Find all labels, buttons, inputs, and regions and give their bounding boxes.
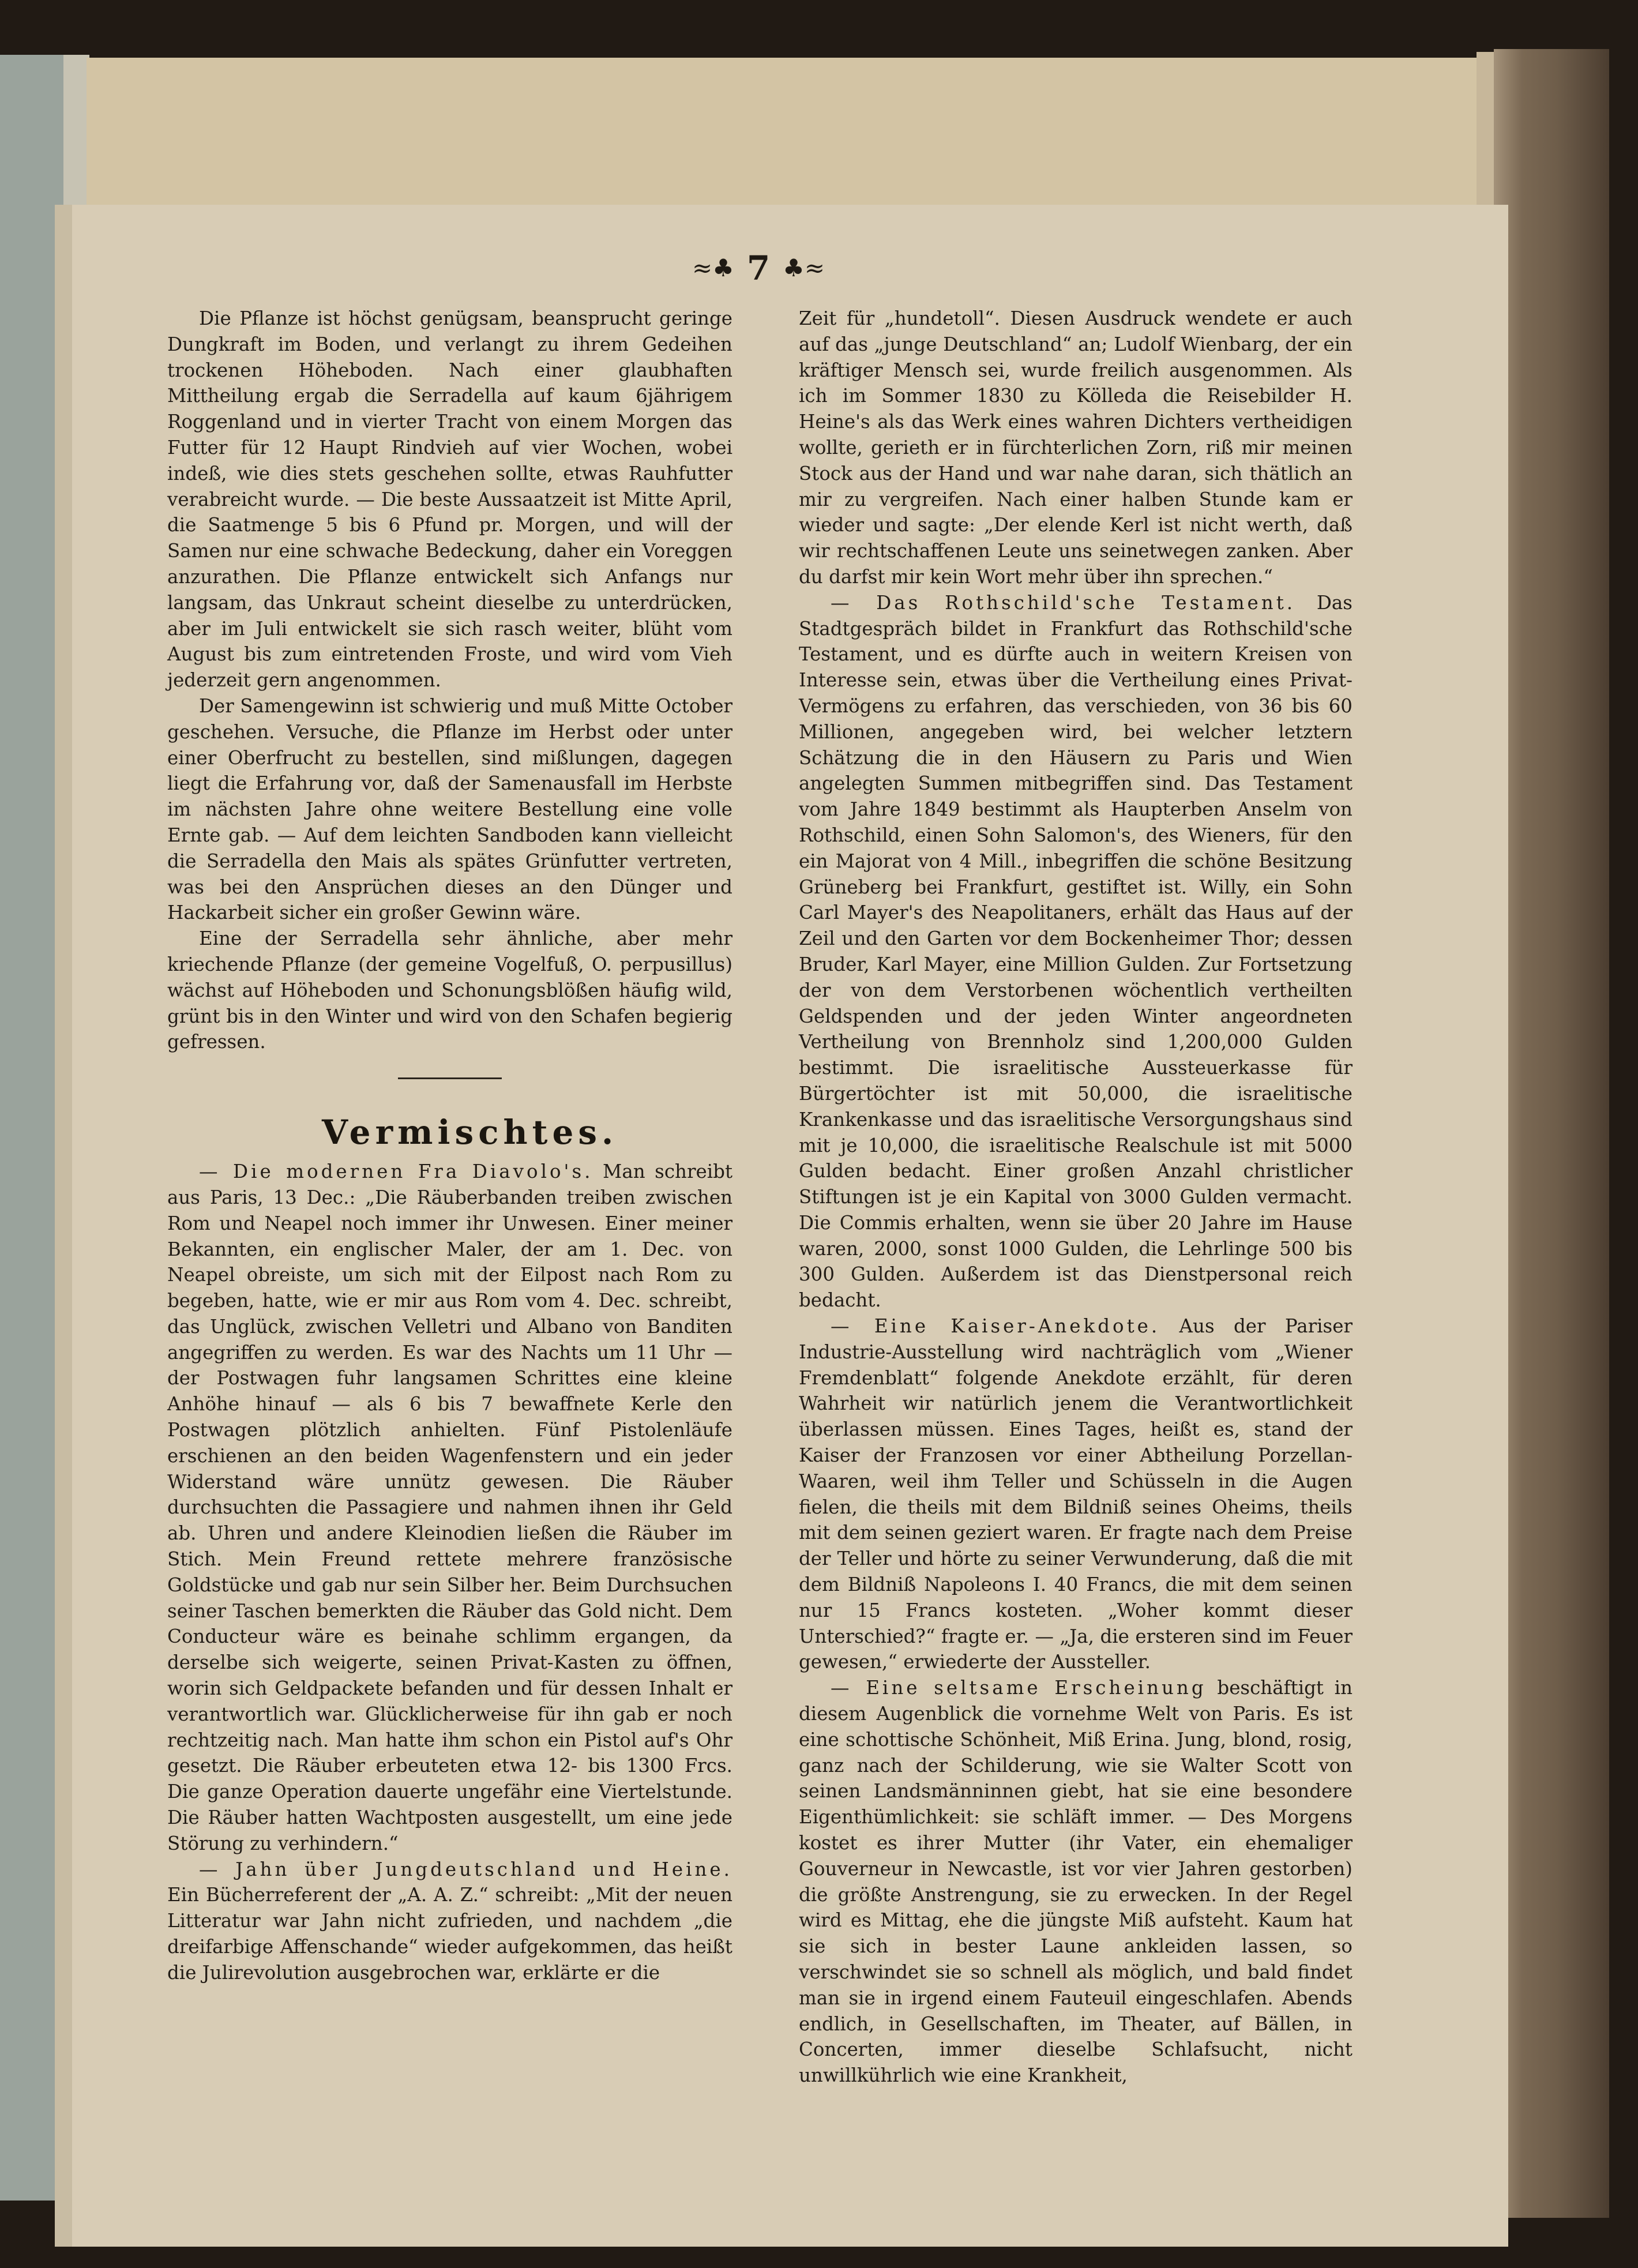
news-item-title: — Jahn über Jungdeutschland und Heine. bbox=[199, 1858, 732, 1880]
news-item-title: — Eine Kaiser-Anekdote. bbox=[831, 1315, 1160, 1338]
news-item-title: — Die modernen Fra Diavolo's. bbox=[199, 1161, 593, 1183]
news-item bbox=[799, 1313, 1353, 1675]
page-header bbox=[672, 248, 845, 288]
article-paragraph: Der Samengewinn ist schwierig und muß Mitte October geschehen. Versuche, die Pflanze im Herbst oder unter einer Oberfrucht zu bestellen, sind mißlungen, dagegen liegt die Erfahrung vor, daß der Samenausfall im Herbste im nächsten Jahre ohne weitere Bestellung eine volle Ernte gab. — Auf dem leichten Sandboden kann vielleicht die Serradella den Mais als spätes Grünfutter vertreten, was bei den Ansprüchen dieses an den Dünger und Hackarbeit sicher ein großer Gewinn wäre. bbox=[167, 694, 732, 924]
news-item-text: Das Stadtgespräch bildet in Frankfurt das Rothschild'sche Testament, und es dürfte auch in weitern Kreisen von Interesse sein, etwas über die Vertheilung eines Privat-Vermögens zu erfahren, das verschieden, von 36 bis 60 Millionen, angegeben wird, bei welcher letztern Schätzung die in den Häusern zu Paris und Wien angelegten Summen mitbegriffen sind. Das Testament vom Jahre 1849 bestimmt als Haupterben Anselm von Rothschild, einen Sohn Salomon's, des Wieners, für den ein Majorat von 4 Mill., inbegriffen die schöne Besitzung Grüneberg bei Frankfurt, gestiftet ist. Willy, ein Sohn Carl Mayer's des Neapolitaners, erhält das Haus auf der Zeil und den Garten vor dem Bockenheimer Thor; dessen Bruder, Karl Mayer, eine Million Gulden. Zur Fortsetzung der von dem Verstorbenen wöchentlich vertheilten Geldspenden und der jeden Winter angeordneten Vertheilung von Brennholz sind 1,200,000 Gulden bestimmt. Die israelitische Aussteuerkasse für Bürgertöchter ist mit 50,000, die israelitische Krankenkasse und das israelitische Versorgungshaus sind mit je 10,000, die israelitische Realschule ist mit 5000 Gulden bedacht. Einer großen Anzahl christlicher Stiftungen ist je ein Kapital von 3000 Gulden vermacht. Die Commis erhalten, wenn sie über 20 Jahre im Hause waren, 2000, sonst 1000 Gulden, die Lehrlinge 500 bis 300 Gulden. Außerdem ist das Dienstpersonal reich bedacht. bbox=[799, 591, 1353, 1312]
ornament-right-icon: ♣≈ bbox=[783, 254, 825, 282]
article-paragraph: Die Pflanze ist höchst genügsam, beansprucht geringe Dungkraft im Boden, und verlangt zu ihrem Gedeihen trockenen Höheboden. Nach einer glaubhaften Mittheilung ergab die Serradella auf kaum 6jährigem Roggenland und in vierter Tracht von einem Morgen das Futter für 12 Haupt Rindvieh auf vier Wochen, wobei indeß, wie dies stets geschehen sollte, etwas Rauhfutter verabreicht wurde. — Die beste Aussaatzeit ist Mitte April, die Saatmenge 5 bis 6 Pfund pr. Morgen, und will der Samen nur eine schwache Bedeckung, daher ein Voreggen anzurathen. Die Pflanze entwickelt sich Anfangs nur langsam, das Unkraut scheint dieselbe zu unterdrücken, aber im Juli entwickelt sie sich rasch weiter, blüht vom August bis zum eintretenden Froste, und wird vom Vieh jederzeit gern angenommen. bbox=[167, 307, 732, 692]
news-item-continued: Zeit für „hundetoll“. Diesen Ausdruck wendete er auch auf das „junge Deutschland“ an; Ludolf Wienbarg, der ein kräftiger Mensch sei, wurde freilich ausgenommen. Als ich im Sommer 1830 zu Kölleda die Reisebilder H. Heine's als das Werk eines wahren Dichters vertheidigen wollte, gerieth er in fürchterlichen Zorn, riß mir meinen Stock aus der Hand und war nahe daran, sich thätlich an mir zu vergreifen. Nach einer halben Stunde kam er wieder und sagte: „Der elende Kerl ist nicht werth, daß wir rechtschaffenen Leute uns seinetwegen zanken. Aber du darfst mir kein Wort mehr über ihn sprechen.“ bbox=[799, 307, 1353, 588]
news-item-title: — Eine seltsame Erscheinung bbox=[831, 1677, 1207, 1699]
page-fold-shadow bbox=[55, 205, 72, 2247]
news-item bbox=[799, 1675, 1353, 2089]
news-item-title: — Das Rothschild'sche Testament. bbox=[831, 591, 1296, 614]
news-item bbox=[167, 1159, 732, 1857]
news-item bbox=[799, 590, 1353, 1313]
section-divider bbox=[167, 1055, 732, 1101]
left-column bbox=[167, 306, 732, 1986]
article-paragraph: Eine der Serradella sehr ähnliche, aber mehr kriechende Pflanze (der gemeine Vogelfuß, O. perpusillus) wächst auf Höheboden und Schonungsblößen häufig wild, grünt bis in den Winter und wird von den Schafen begierig gefressen. bbox=[167, 928, 732, 1053]
previous-page-top-margin bbox=[87, 58, 1511, 208]
news-item bbox=[167, 1857, 732, 1986]
ornament-left-icon: ≈♣ bbox=[692, 254, 734, 282]
news-item-text: Aus der Pariser Industrie-Ausstellung wird nachträglich vom „Wiener Fremdenblatt“ folgende Anekdote erzählt, für deren Wahrheit wir natürlich jenem die Verantwortlichkeit überlassen müssen. Eines Tages, heißt es, stand der Kaiser der Franzosen vor einer Abtheilung Porzellan-Waaren, weil ihm Teller und Schüsseln in die Augen fielen, die theils mit dem Bildniß seines Oheims, theils mit dem seinen geziert waren. Er fragte nach dem Preise der Teller und hörte zu seiner Verwunderung, daß die mit dem Bildniß Napoleons I. 40 Francs, die mit dem seinen nur 15 Francs kosteten. „Woher kommt dieser Unterschied?“ fragte er. — „Ja, die ersteren sind im Feuer gewesen,“ erwiederte der Aussteller. bbox=[799, 1315, 1353, 1673]
page-number: 7 bbox=[746, 249, 771, 288]
news-item-text: Man schreibt aus Paris, 13 Dec.: „Die Räuberbanden treiben zwischen Rom und Neapel noch immer ihr Unwesen. Einer meiner Bekannten, ein englischer Maler, der am 1. Dec. von Neapel obreiste, um sich mit der Eilpost nach Rom zu begeben, hatte, wie er mir aus Rom vom 4. Dec. schreibt, das Unglück, zwischen Velletri und Albano von Banditen angegriffen zu werden. Es war des Nachts um 11 Uhr — der Postwagen fuhr langsamen Schrittes eine kleine Anhöhe hinauf — als 6 bis 7 bewaffnete Kerle den Postwagen plötzlich anhielten. Fünf Pistolenläufe erschienen an den beiden Wagenfenstern und ein jeder Widerstand wäre unnütz gewesen. Die Räuber durchsuchten die Passagiere und nahmen ihnen ihr Geld ab. Uhren und andere Kleinodien ließen die Räuber im Stich. Mein Freund rettete mehrere französische Goldstücke und gab nur sein Silber her. Beim Durchsuchen seiner Taschen bemerkten die Räuber das Gold nicht. Dem Conducteur wäre es beinahe schlimm ergangen, da derselbe sich weigerte, seinen Privat-Kasten zu öffnen, worin sich Geldpackete befanden und für dessen Inhalt er verantwortlich war. Glücklicherweise für ihn gab er noch rechtzeitig nach. Man hatte ihm schon ein Pistol auf's Ohr gesetzt. Die Räuber erbeuteten etwa 12- bis 1300 Frcs. Die ganze Operation dauerte ungefähr eine Viertelstunde. Die Räuber hatten Wachtposten ausgestellt, um eine jede Störung zu verhindern.“ bbox=[167, 1161, 733, 1854]
book-binding bbox=[1494, 49, 1609, 2218]
right-column bbox=[799, 306, 1353, 2089]
section-heading: Vermischtes. bbox=[322, 1113, 618, 1152]
news-item-text: Ein Bücherreferent der „A. A. Z.“ schreibt: „Mit der neuen Litteratur war Jahn nicht zufrieden, und nachdem „die dreifarbige Affenschande“ wieder aufgekommen, das heißt die Julirevolution ausgebrochen war, erklärte er die bbox=[167, 1884, 732, 1984]
news-item-text: beschäftigt in diesem Augenblick die vornehme Welt von Paris. Es ist eine schottische Schönheit, Miß Erina. Jung, blond, rosig, ganz nach der Schilderung, wie sie Walter Scott von seinen Landsmänninnen giebt, hat sie eine besondere Eigenthümlichkeit: sie schläft immer. — Des Morgens kostet es ihrer Mutter (ihr Vater, ein ehemaliger Gouverneur in Newcastle, ist vor vier Jahren gestorben) die größte Anstrengung, sie zu erwecken. In der Regel wird es Mittag, ehe die jüngste Miß aufsteht. Kaum hat sie sich in bester Laune ankleiden lassen, so verschwindet sie so schnell als möglich, und bald findet man sie in irgend einem Fauteuil eingeschlafen. Abends endlich, in Gesellschaften, im Theater, auf Bällen, in Concerten, immer dieselbe Schlafsucht, nicht unwillkührlich wie eine Krankheit, bbox=[799, 1677, 1353, 2087]
